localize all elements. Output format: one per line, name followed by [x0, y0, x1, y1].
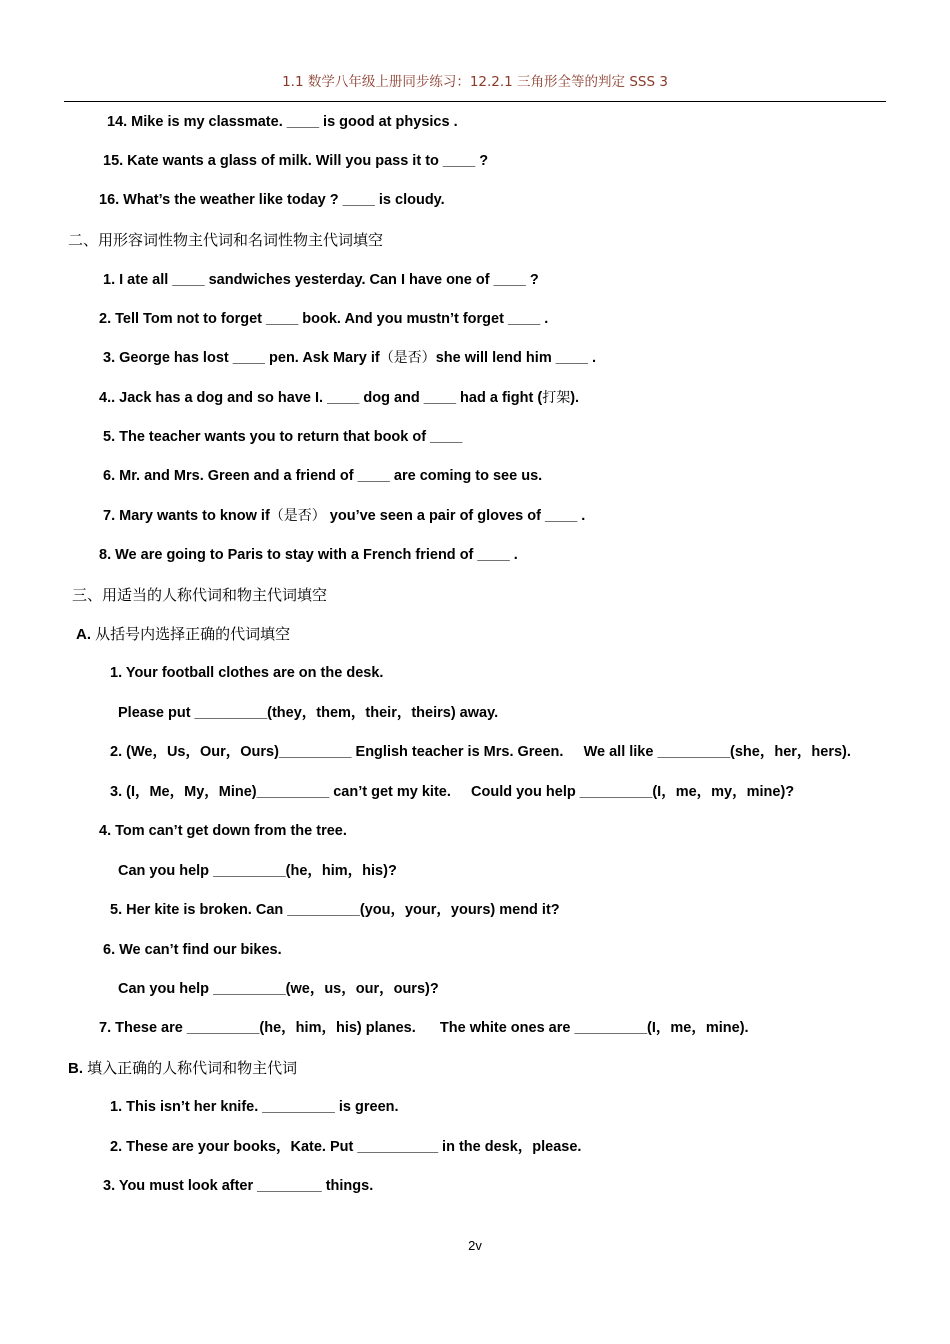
b-line-2: 2. These are your books，Kate. Put __________ in the desk，please. — [110, 1139, 582, 1155]
s2-item-7 — [103, 507, 585, 525]
s2-item-7-part-a: 7. Mary wants to know if — [103, 508, 270, 524]
header-divider — [64, 101, 886, 102]
part-b-title: 填入正确的人称代词和物主代词 — [87, 1059, 298, 1077]
part-b-label: B. — [68, 1060, 83, 1077]
a-line-1: 1. Your football clothes are on the desk. — [110, 665, 384, 681]
s2-item-5: 5. The teacher wants you to return that book of ____ — [103, 429, 463, 445]
exercise-line-14: 14. Mike is my classmate. ____ is good at physics . — [107, 114, 458, 130]
a-line-5: 4. Tom can’t get down from the tree. — [99, 823, 347, 839]
part-b-heading — [68, 1059, 297, 1078]
s2-item-6: 6. Mr. and Mrs. Green and a friend of ____ are coming to see us. — [103, 468, 543, 484]
section-two-title: 二、用形容词性物主代词和名词性物主代词填空 — [68, 231, 384, 249]
a-line-4: 3. (I，Me，My，Mine)_________ can’t get my kite. Could you help _________(I，me，my，mine)? — [110, 784, 795, 800]
a-line-6: Can you help _________(he，him，his)? — [118, 863, 397, 879]
b-line-3: 3. You must look after ________ things. — [103, 1178, 374, 1194]
a-line-2: Please put _________(they，them，their，theirs) away. — [118, 705, 499, 721]
section-three-title: 三、用适当的人称代词和物主代词填空 — [72, 586, 328, 604]
s2-item-3-part-a: 3. George has lost ____ pen. Ask Mary if — [103, 350, 380, 366]
s2-item-1: 1. I ate all ____ sandwiches yesterday. Can I have one of ____ ? — [103, 272, 539, 288]
s2-item-4-part-a: 4.. Jack has a dog and so have I. ____ dog and ____ had a fight ( — [99, 390, 543, 406]
s2-item-8: 8. We are going to Paris to stay with a French friend of ____ . — [99, 547, 518, 563]
s2-item-4-chinese: 打架 — [542, 390, 571, 406]
s2-item-7-part-b: you’ve seen a pair of gloves of ____ . — [325, 508, 586, 524]
s2-item-4 — [99, 389, 579, 407]
s2-item-3-chinese: （是否） — [379, 350, 436, 366]
a-line-8: 6. We can’t find our bikes. — [103, 942, 282, 958]
a-line-9: Can you help _________(we，us，our，ours)? — [118, 981, 439, 997]
page-number: 2v — [468, 1238, 482, 1253]
page-header-title: 1.1 数学八年级上册同步练习：12.2.1 三角形全等的判定 SSS 3 — [282, 74, 668, 90]
s2-item-4-part-b: ). — [570, 390, 580, 406]
b-line-1: 1. This isn’t her knife. _________ is green. — [110, 1099, 399, 1115]
s2-item-2: 2. Tell Tom not to forget ____ book. And you mustn’t forget ____ . — [99, 311, 549, 327]
a-line-10: 7. These are _________(he，him，his) planes. The white ones are _________(I，me，mine). — [99, 1020, 749, 1036]
a-line-7: 5. Her kite is broken. Can _________(you，your，yours) mend it? — [110, 902, 560, 918]
exercise-line-16: 16. What’s the weather like today ? ____ is cloudy. — [99, 192, 445, 208]
s2-item-7-chinese: （是否） — [269, 508, 326, 524]
part-a-title: 从括号内选择正确的代词填空 — [95, 625, 291, 643]
part-a-label: A. — [76, 626, 91, 643]
s2-item-3-part-b: she will lend him ____ . — [435, 350, 597, 366]
part-a-heading — [76, 625, 290, 644]
exercise-line-15: 15. Kate wants a glass of milk. Will you pass it to ____ ? — [103, 153, 489, 169]
s2-item-3 — [103, 349, 596, 367]
a-line-3: 2. (We，Us，Our，Ours)_________ English teacher is Mrs. Green. We all like _________(she，her，hers). — [110, 744, 851, 760]
